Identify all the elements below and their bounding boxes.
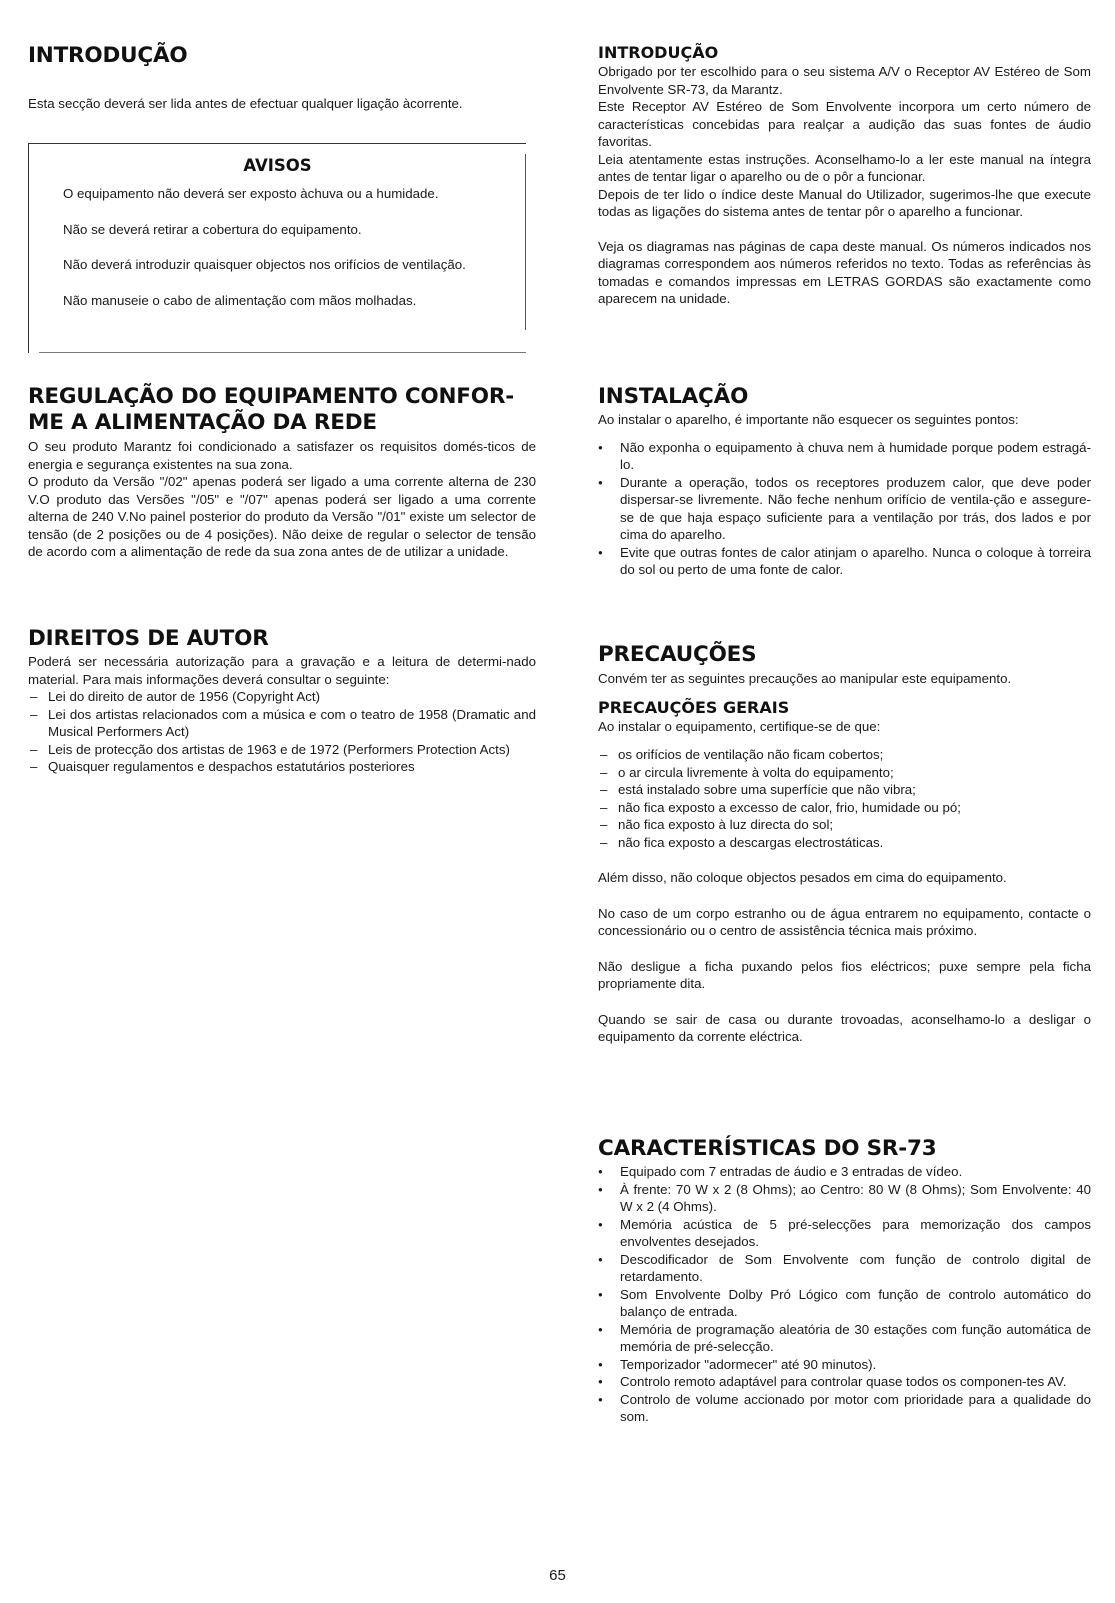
- power-heading-line2: ME A ALIMENTAÇÃO DA REDE: [28, 410, 377, 435]
- list-item: – não fica exposto a excesso de calor, frio, humidade ou pó;: [598, 799, 1091, 817]
- precautions-heading: PRECAUÇÕES: [598, 642, 757, 667]
- list-item: – Leis de protecção dos artistas de 1963 e de 1972 (Performers Protection Acts): [28, 741, 536, 759]
- copyright-heading: DIREITOS DE AUTOR: [28, 626, 269, 651]
- list-item: ● À frente: 70 W x 2 (8 Ohms); ao Centro: 80 W (8 Ohms); Som Envolvente: 40 W x 2 (4 Ohms).: [598, 1181, 1091, 1216]
- precautions-list: [598, 746, 1091, 851]
- list-item: – não fica exposto à luz directa do sol;: [598, 816, 1091, 834]
- list-item: ● Durante a operação, todos os receptores produzem calor, que deve poder dispersar-se livremente. Não feche nenhum orifício de ventila-ção e assegure-se de que haja espaço suficiente para a ventilação por trás, dos lados e por cima do aparelho.: [598, 474, 1091, 544]
- power-text: O seu produto Marantz foi condicionado a satisfazer os requisitos domés-ticos de energia e segurança existentes na sua zona.: [28, 439, 536, 472]
- intro-p3: Leia atentamente estas instruções. Aconselhamo-lo a ler este manual na íntegra antes de tentar ligar o aparelho ou de o pôr a funcionar.: [598, 151, 1091, 184]
- install-list: [598, 439, 1091, 579]
- warning-item: O equipamento não deverá ser exposto àchuva ou a humidade.: [63, 186, 439, 201]
- precautions-p3: Não desligue a ficha puxando pelos fios eléctricos; puxe sempre pela ficha propriamente dita.: [598, 958, 1091, 991]
- intro-heading: INTRODUÇÃO: [28, 43, 188, 68]
- list-item: ● Descodificador de Som Envolvente com função de controlo digital de retardamento.: [598, 1251, 1091, 1286]
- list-item: – está instalado sobre uma superfície que não vibra;: [598, 781, 1091, 799]
- intro-right-section: [598, 43, 1091, 308]
- copyright-intro: Poderá ser necessária autorização para a gravação e a leitura de determi-nado material. Para mais informações deverá consultar o seguinte:: [28, 654, 536, 687]
- intro-p5: Veja os diagramas nas páginas de capa deste manual. Os números indicados nos diagramas correspondem aos números referidos no texto. Todas as referências às tomadas e comandos impressas em LETRAS GORDAS são exactamente como aparecem na unidade.: [598, 238, 1091, 306]
- list-item: – o ar circula livremente à volta do equipamento;: [598, 764, 1091, 782]
- box-right-border: [525, 154, 526, 330]
- list-item: – os orifícios de ventilação não ficam cobertos;: [598, 746, 1091, 764]
- list-item: – Quaisquer regulamentos e despachos estatutários posteriores: [28, 758, 536, 776]
- warning-item: Não manuseie o cabo de alimentação com mãos molhadas.: [63, 292, 417, 308]
- install-section: [598, 384, 1091, 579]
- list-item: ● Som Envolvente Dolby Pró Lógico com função de controlo automático do balanço de entrada.: [598, 1286, 1091, 1321]
- power-heading-line1: REGULAÇÃO DO EQUIPAMENTO CONFOR-: [28, 384, 514, 409]
- list-item: ● Controlo de volume accionado por motor com prioridade para a qualidade do som.: [598, 1391, 1091, 1426]
- page-number: 65: [549, 1567, 566, 1584]
- general-precautions-intro: Ao instalar o equipamento, certifique-se de que:: [598, 718, 881, 734]
- box-bottom-border: [39, 352, 526, 353]
- intro-p4: Depois de ter lido o índice deste Manual do Utilizador, sugerimos-lhe que execute todas as ligações do sistema antes de tentar pôr o aparelho a funcionar.: [598, 186, 1091, 219]
- precautions-p4: Quando se sair de casa ou durante trovoadas, aconselhamo-lo a desligar o equipamento da corrente eléctrica.: [598, 1011, 1091, 1044]
- warnings-heading: AVISOS: [243, 156, 312, 175]
- list-item: ● Temporizador "adormecer" até 90 minutos).: [598, 1356, 1091, 1374]
- list-item: ● Evite que outras fontes de calor atinjam o aparelho. Nunca o coloque à torreira do sol ou perto de uma fonte de calor.: [598, 544, 1091, 579]
- intro-p1: Obrigado por ter escolhido para o seu sistema A/V o Receptor AV Estéreo de Som Envolvente SR-73, da Marantz.: [598, 64, 1091, 97]
- list-item: ● Memória acústica de 5 pré-selecções para memorização dos campos envolventes desejados.: [598, 1216, 1091, 1251]
- list-item: ● Equipado com 7 entradas de áudio e 3 entradas de vídeo.: [598, 1163, 1091, 1181]
- power-section: [28, 384, 536, 561]
- intro-right-heading: INTRODUÇÃO: [598, 43, 719, 62]
- precautions-p2: No caso de um corpo estranho ou de água entrarem no equipamento, contacte o concessionário ou o centro de assistência técnica mais próximo.: [598, 905, 1091, 938]
- install-intro: Ao instalar o aparelho, é importante não esquecer os seguintes pontos:: [598, 412, 1019, 427]
- intro-section: [28, 43, 536, 113]
- list-item: ● Memória de programação aleatória de 30 estações com função automática de memória de pré-selecção.: [598, 1321, 1091, 1356]
- list-item: – Lei do direito de autor de 1956 (Copyright Act): [28, 688, 536, 706]
- intro-text: Esta secção deverá ser lida antes de efectuar qualquer ligação àcorrente.: [28, 96, 463, 111]
- precautions-intro: Convém ter as seguintes precauções ao manipular este equipamento.: [598, 671, 1012, 686]
- warnings-box: [28, 143, 526, 353]
- precautions-p1: Além disso, não coloque objectos pesados em cima do equipamento.: [598, 870, 1007, 885]
- precautions-section: [598, 642, 1091, 1046]
- list-item: – Lei dos artistas relacionados com a música e com o teatro de 1958 (Dramatic and Musical Performers Act): [28, 706, 536, 741]
- warning-item: Não deverá introduzir quaisquer objectos nos orifícios de ventilação.: [63, 257, 466, 272]
- list-item: ● Controlo remoto adaptável para controlar quase todos os componen-tes AV.: [598, 1373, 1091, 1391]
- install-heading: INSTALAÇÃO: [598, 384, 749, 409]
- warning-item: Não se deverá retirar a cobertura do equipamento.: [63, 221, 362, 237]
- copyright-section: [28, 626, 536, 776]
- list-item: – não fica exposto a descargas electrostáticas.: [598, 834, 1091, 852]
- power-text-2: O produto da Versão "/02" apenas poderá ser ligado a uma corrente alterna de 230 V.O produto das Versões "/05" e "/07" apenas poderá ser ligado a uma corrente alterna de 240 V.No painel posterior do produto da Versão "/01" existe um selector de tensão (de 2 posições ou de 4 posições). Não deixe de regular o selector de tensão de acordo com a alimentação de rede da sua zona antes de de utilizar a unidade.: [28, 474, 536, 559]
- list-item: ● Não exponha o equipamento à chuva nem à humidade porque podem estragá-lo.: [598, 439, 1091, 474]
- copyright-list: [28, 688, 536, 776]
- features-heading: CARACTERÍSTICAS DO SR-73: [598, 1136, 937, 1161]
- general-precautions-heading: PRECAUÇÕES GERAIS: [598, 697, 790, 717]
- intro-p2: Este Receptor AV Estéreo de Som Envolvente incorpora um certo número de características concebidas para realçar a audição das suas fontes de áudio favoritas.: [598, 99, 1091, 149]
- features-section: [598, 1136, 1091, 1426]
- features-list: [598, 1163, 1091, 1426]
